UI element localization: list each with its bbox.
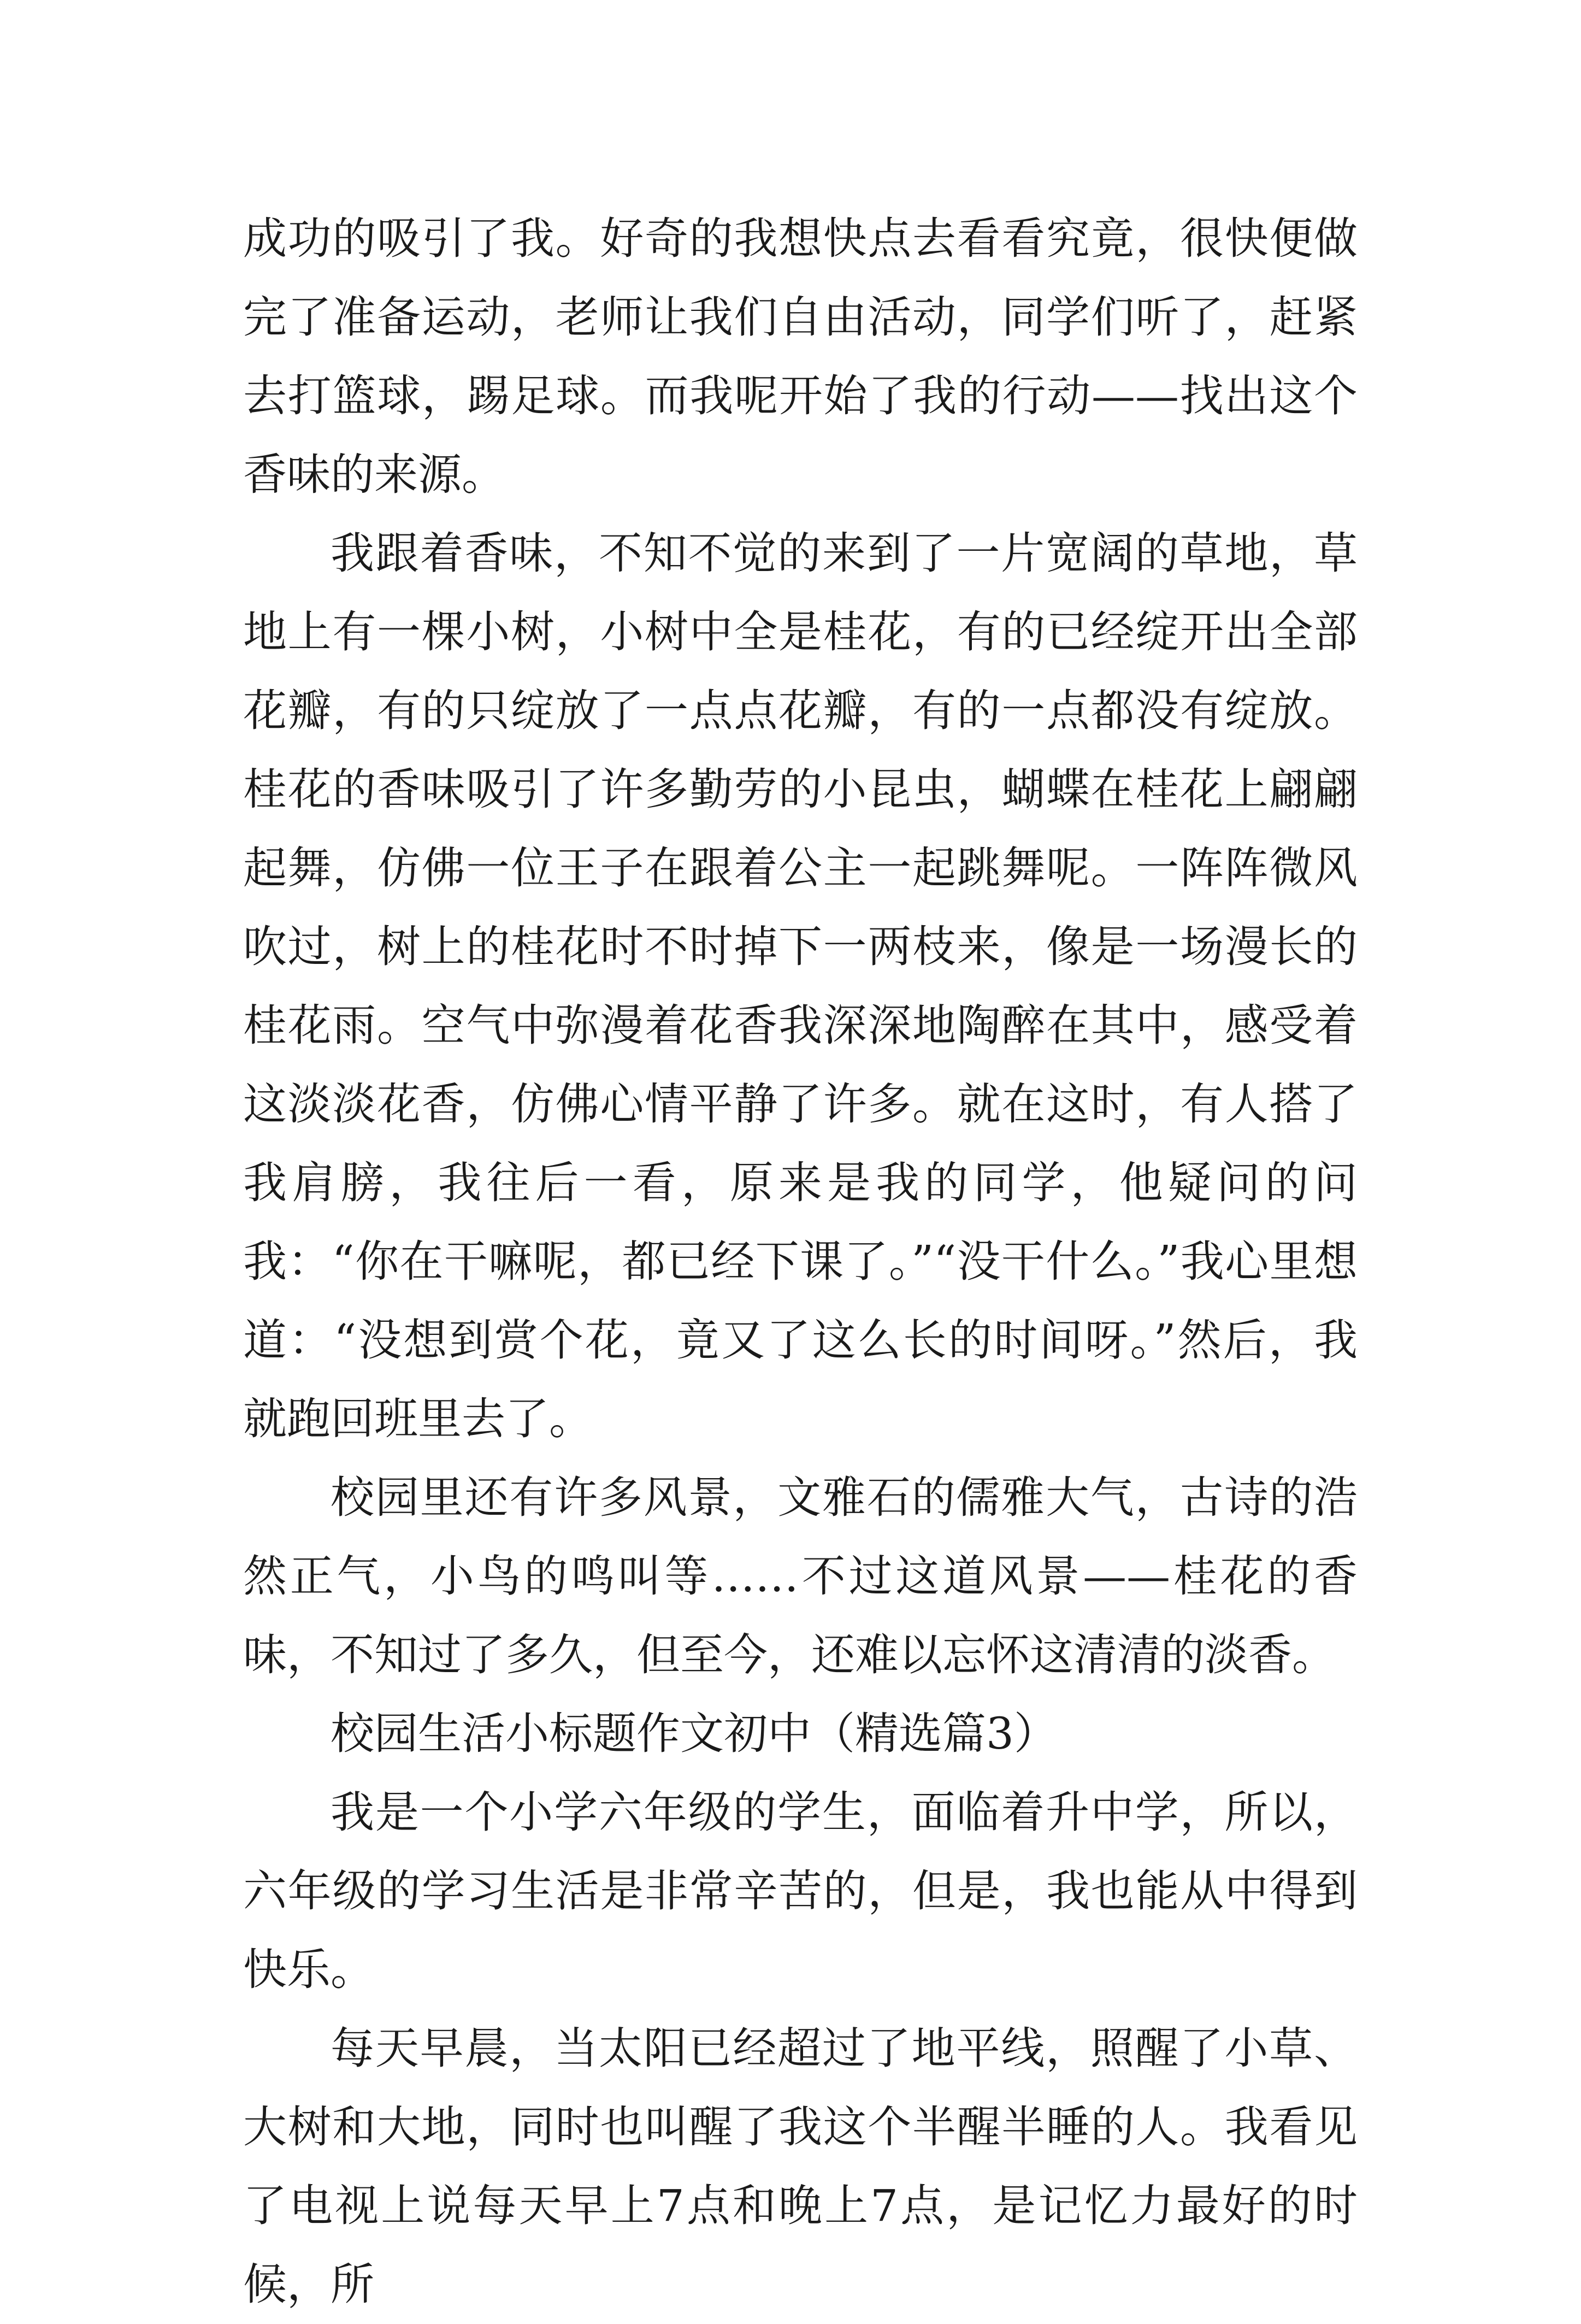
paragraph-1: 成功的吸引了我。好奇的我想快点去看看究竟，很快便做完了准备运动，老师让我们自由活动，同学们听了，赶紧去打篮球，踢足球。而我呢开始了我的行动——找出这个香味的来源。 xyxy=(243,213,1358,500)
paragraph-2: 我跟着香味，不知不觉的来到了一片宽阔的草地，草地上有一棵小树，小树中全是桂花，有的已经绽开出全部花瓣，有的只绽放了一点点花瓣，有的一点都没有绽放。桂花的香味吸引了许多勤劳的小昆虫，蝴蝶在桂花上翩翩起舞，仿佛一位王子在跟着公主一起跳舞呢。一阵阵微风吹过，树上的桂花时不时掉下一两枝来，像是一场漫长的桂花雨。空气中弥漫着花香我深深地陶醉在其中，感受着这淡淡花香，仿佛心情平静了许多。就在这时，有人搭了我肩膀，我往后一看，原来是我的同学，他疑问的问我：“你在干嘛呢，都已经下课了。”“没干什么。”我心里想道：“没想到赏个花，竟又了这么长的时间呀。”然后，我就跑回班里去了。 xyxy=(243,528,1358,1444)
paragraph-5: 每天早晨，当太阳已经超过了地平线，照醒了小草、大树和大地，同时也叫醒了我这个半醒半睡的人。我看见了电视上说每天早上7点和晚上7点，是记忆力最好的时候，所 xyxy=(243,2023,1358,2310)
section-heading: 校园生活小标题作文初中（精选篇3） xyxy=(331,1708,1058,1759)
paragraph-3: 校园里还有许多风景，文雅石的儒雅大气，古诗的浩然正气，小鸟的鸣叫等……不过这道风景——桂花的香味，不知过了多久，但至今，还难以忘怀这清清的淡香。 xyxy=(243,1472,1358,1680)
article-body xyxy=(243,199,1358,2324)
paragraph-4: 我是一个小学六年级的学生，面临着升中学，所以，六年级的学习生活是非常辛苦的，但是，我也能从中得到快乐。 xyxy=(243,1787,1358,1995)
